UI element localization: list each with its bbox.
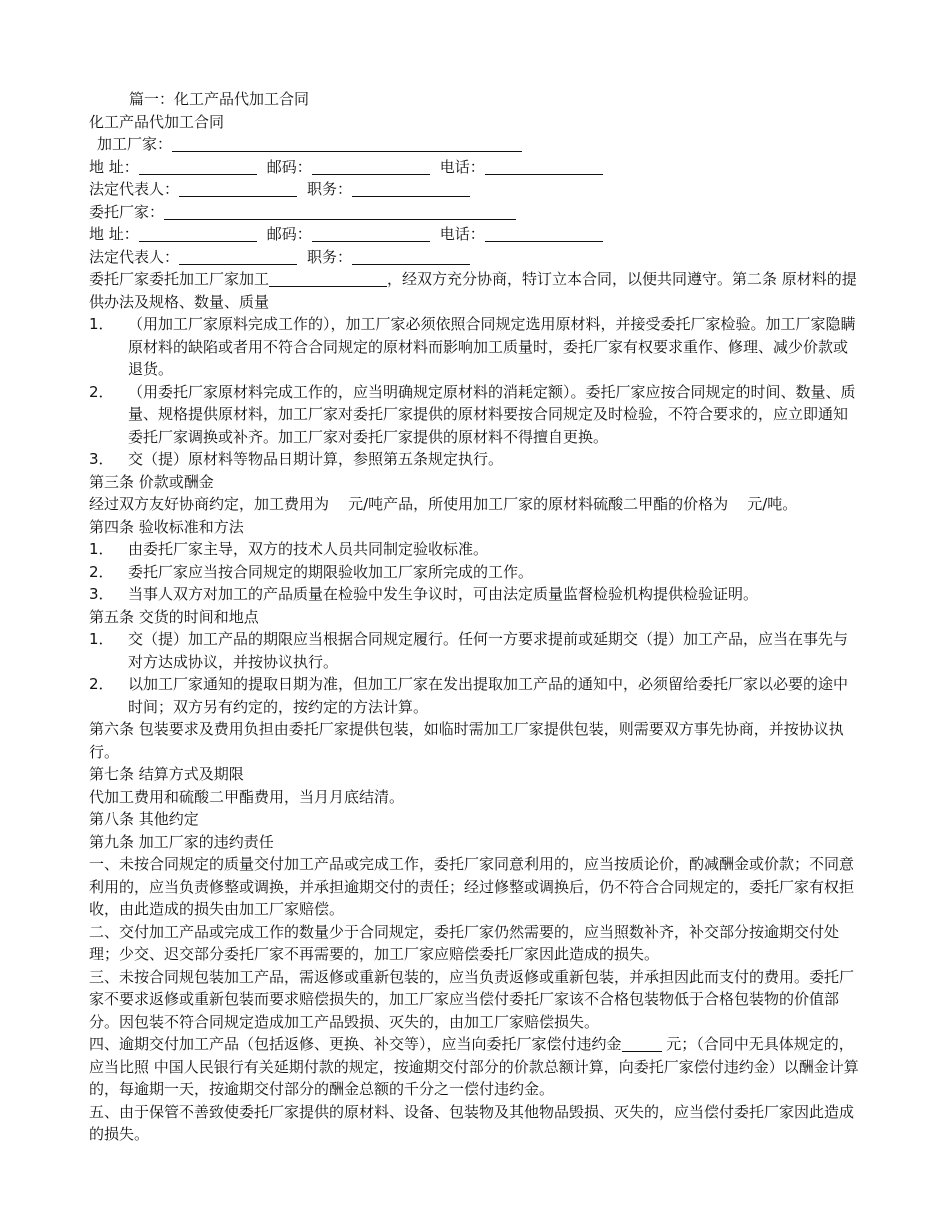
party-a-rep-blank — [179, 180, 297, 197]
party-a-duty-label: 职务： — [307, 180, 353, 198]
para-4-text-a: 四、逾期交付加工产品（包括返修、更换、补交等），应当向委托厂家偿付违约金 — [89, 1035, 622, 1053]
party-a-address-row — [89, 156, 861, 179]
party-b-address-blank — [139, 225, 257, 242]
party-b-address-row — [89, 223, 861, 246]
party-a-name-blank — [172, 135, 522, 152]
document-heading: 篇一：化工产品代加工合同 — [129, 90, 310, 108]
article-4-title: 第四条 验收标准和方法 — [89, 517, 244, 536]
list-item — [89, 561, 861, 584]
list-item — [89, 538, 861, 561]
item-number: 1． — [89, 540, 114, 558]
item-number: 2． — [89, 382, 114, 401]
article-7-text: 代加工费用和硫酸二甲酯费用，当月月底结清。 — [89, 787, 405, 806]
item-number: 1． — [89, 630, 114, 648]
item-text: （用委托厂家原材料完成工作的，应当明确规定原材料的消耗定额）。委托厂家应按合同规定的时间、数量、质量、规格提供原材料，加工厂家对委托厂家提供的原材料要按合同规定及时检验，不符合要求的，应立即通知委托厂家调换或补齐。加工厂家对委托厂家提供的原材料不得擅自更换。 — [128, 382, 856, 446]
product-blank — [269, 270, 387, 287]
list-item — [89, 448, 861, 471]
item-text: 委托厂家应当按合同规定的期限验收加工厂家所完成的工作。 — [128, 562, 534, 581]
party-b-postcode-blank — [312, 225, 430, 242]
list-item — [89, 673, 861, 718]
party-a-address-blank — [139, 158, 257, 175]
item-text: 交（提）原材料等物品日期计算，参照第五条规定执行。 — [128, 450, 504, 468]
party-a-address-label: 地 址： — [89, 157, 139, 176]
list-item — [89, 628, 861, 673]
document-body — [89, 88, 861, 1146]
list-item — [89, 381, 861, 449]
article-9-para-5: 五、由于保管不善致使委托厂家提供的原材料、设备、包装物及其他物品毁损、灭失的，应当偿付委托厂家因此造成的损失。 — [89, 1102, 855, 1143]
intro-text-b: ，经双方充分协商，特订立本合同，以便共同遵守。第二条 原材料的提供办法及规格、数量、质量 — [89, 270, 857, 311]
party-a-duty-blank — [352, 180, 470, 197]
item-text: 当事人双方对加工的产品质量在检验中发生争议时，可由法定质量监督检验机构提供检验证明。 — [128, 585, 759, 603]
article-9-para-2: 二、交付加工产品或完成工作的数量少于合同规定，委托厂家仍然需要的，应当照数补齐，补交部分按逾期交付处理；少交、迟交部分委托厂家不再需要的，加工厂家应赔偿委托厂家因此造成的损失。 — [89, 922, 840, 963]
item-number: 2． — [89, 562, 114, 581]
article-8-title: 第八条 其他约定 — [89, 810, 199, 828]
article-7-title: 第七条 结算方式及期限 — [89, 765, 244, 783]
party-b-postcode-label: 邮码： — [266, 225, 312, 243]
party-b-duty-label: 职务： — [307, 247, 353, 266]
list-item — [89, 313, 861, 381]
party-a-rep-label: 法定代表人： — [89, 180, 180, 198]
party-b-rep-row — [89, 246, 861, 269]
party-b-name-row — [89, 201, 861, 224]
item-number: 3． — [89, 450, 114, 468]
article-9-title: 第九条 加工厂家的违约责任 — [89, 832, 274, 851]
article-6-text: 第六条 包装要求及费用负担由委托厂家提供包装，如临时需加工厂家提供包装，则需要双方事先协商，并按协议执行。 — [89, 720, 844, 761]
party-b-phone-label: 电话： — [439, 225, 485, 243]
party-b-rep-blank — [179, 248, 297, 265]
item-text: （用加工厂家原料完成工作的），加工厂家必须依照合同规定选用原材料，并接受委托厂家检验。加工厂家隐瞒原材料的缺陷或者用不符合合同规定的原材料而影响加工质量时，委托厂家有权要求重作、修理、减少价款或退货。 — [128, 315, 856, 378]
party-a-name-label: 加工厂家： — [97, 135, 173, 153]
item-text: 以加工厂家通知的提取日期为准，但加工厂家在发出提取加工产品的通知中，必须留给委托厂家以必要的途中时间；双方另有约定的，按约定的方法计算。 — [128, 675, 849, 716]
article-5-title: 第五条 交货的时间和地点 — [89, 607, 259, 626]
party-a-phone-blank — [485, 158, 603, 175]
intro-text-a: 委托厂家委托加工厂家加工 — [89, 270, 270, 288]
party-b-name-label: 委托厂家： — [89, 202, 165, 221]
item-number: 1． — [89, 315, 114, 333]
article-9-para-3: 三、未按合同规包装加工产品，需返修或重新包装的，应当负责返修或重新包装，并承担因此而支付的费用。委托厂家不要求返修或重新包装而要求赔偿损失的，加工厂家应当偿付委托厂家该不合格包装物低于合格包装物的价值部分。因包装不符合同规定造成加工产品毁损、灭失的，由加工厂家赔偿损失。 — [89, 967, 855, 1031]
article-9-para-4 — [89, 1033, 861, 1101]
item-number: 2． — [89, 675, 114, 693]
para-4-text-b: 元；（合同中无具体规定的，应当比照 中国人民银行有关延期付款的规定，按逾期交付部分的价款总额计算，向委托厂家偿付违约金）以酬金计算的，每逾期一天，按逾期交付部分的酬金总额的千分之一偿付违约金。 — [89, 1035, 859, 1098]
article-9-para-1: 一、未按合同规定的质量交付加工产品或完成工作，委托厂家同意利用的，应当按质论价，酌减酬金或价款；不同意利用的，应当负责修整或调换，并承担逾期交付的责任；经过修整或调换后，仍不符合合同规定的，委托厂家有权拒收，由此造成的损失由加工厂家赔偿。 — [89, 855, 855, 918]
article-3-title: 第三条 价款或酬金 — [89, 472, 214, 491]
item-text: 由委托厂家主导，双方的技术人员共同制定验收标准。 — [128, 540, 489, 558]
party-b-phone-blank — [485, 225, 603, 242]
intro-paragraph — [89, 268, 861, 313]
party-b-duty-blank — [352, 248, 470, 265]
party-b-rep-label: 法定代表人： — [89, 247, 180, 266]
party-b-address-label: 地 址： — [89, 225, 139, 243]
party-a-postcode-blank — [312, 158, 430, 175]
article-3-text: 经过双方友好协商约定，加工费用为 元/吨产品，所使用加工厂家的原材料硫酸二甲酯的价格为 元/吨。 — [89, 495, 798, 513]
penalty-blank — [622, 1035, 662, 1052]
list-item — [89, 583, 861, 606]
party-a-postcode-label: 邮码： — [266, 157, 312, 176]
party-a-name-row — [89, 133, 861, 156]
party-a-rep-row — [89, 178, 861, 201]
party-b-name-blank — [164, 203, 516, 220]
item-number: 3． — [89, 585, 114, 603]
contract-title: 化工产品代加工合同 — [89, 112, 225, 131]
item-text: 交（提）加工产品的期限应当根据合同规定履行。任何一方要求提前或延期交（提）加工产品，应当在事先与对方达成协议，并按协议执行。 — [128, 630, 849, 671]
party-a-phone-label: 电话： — [439, 157, 485, 176]
